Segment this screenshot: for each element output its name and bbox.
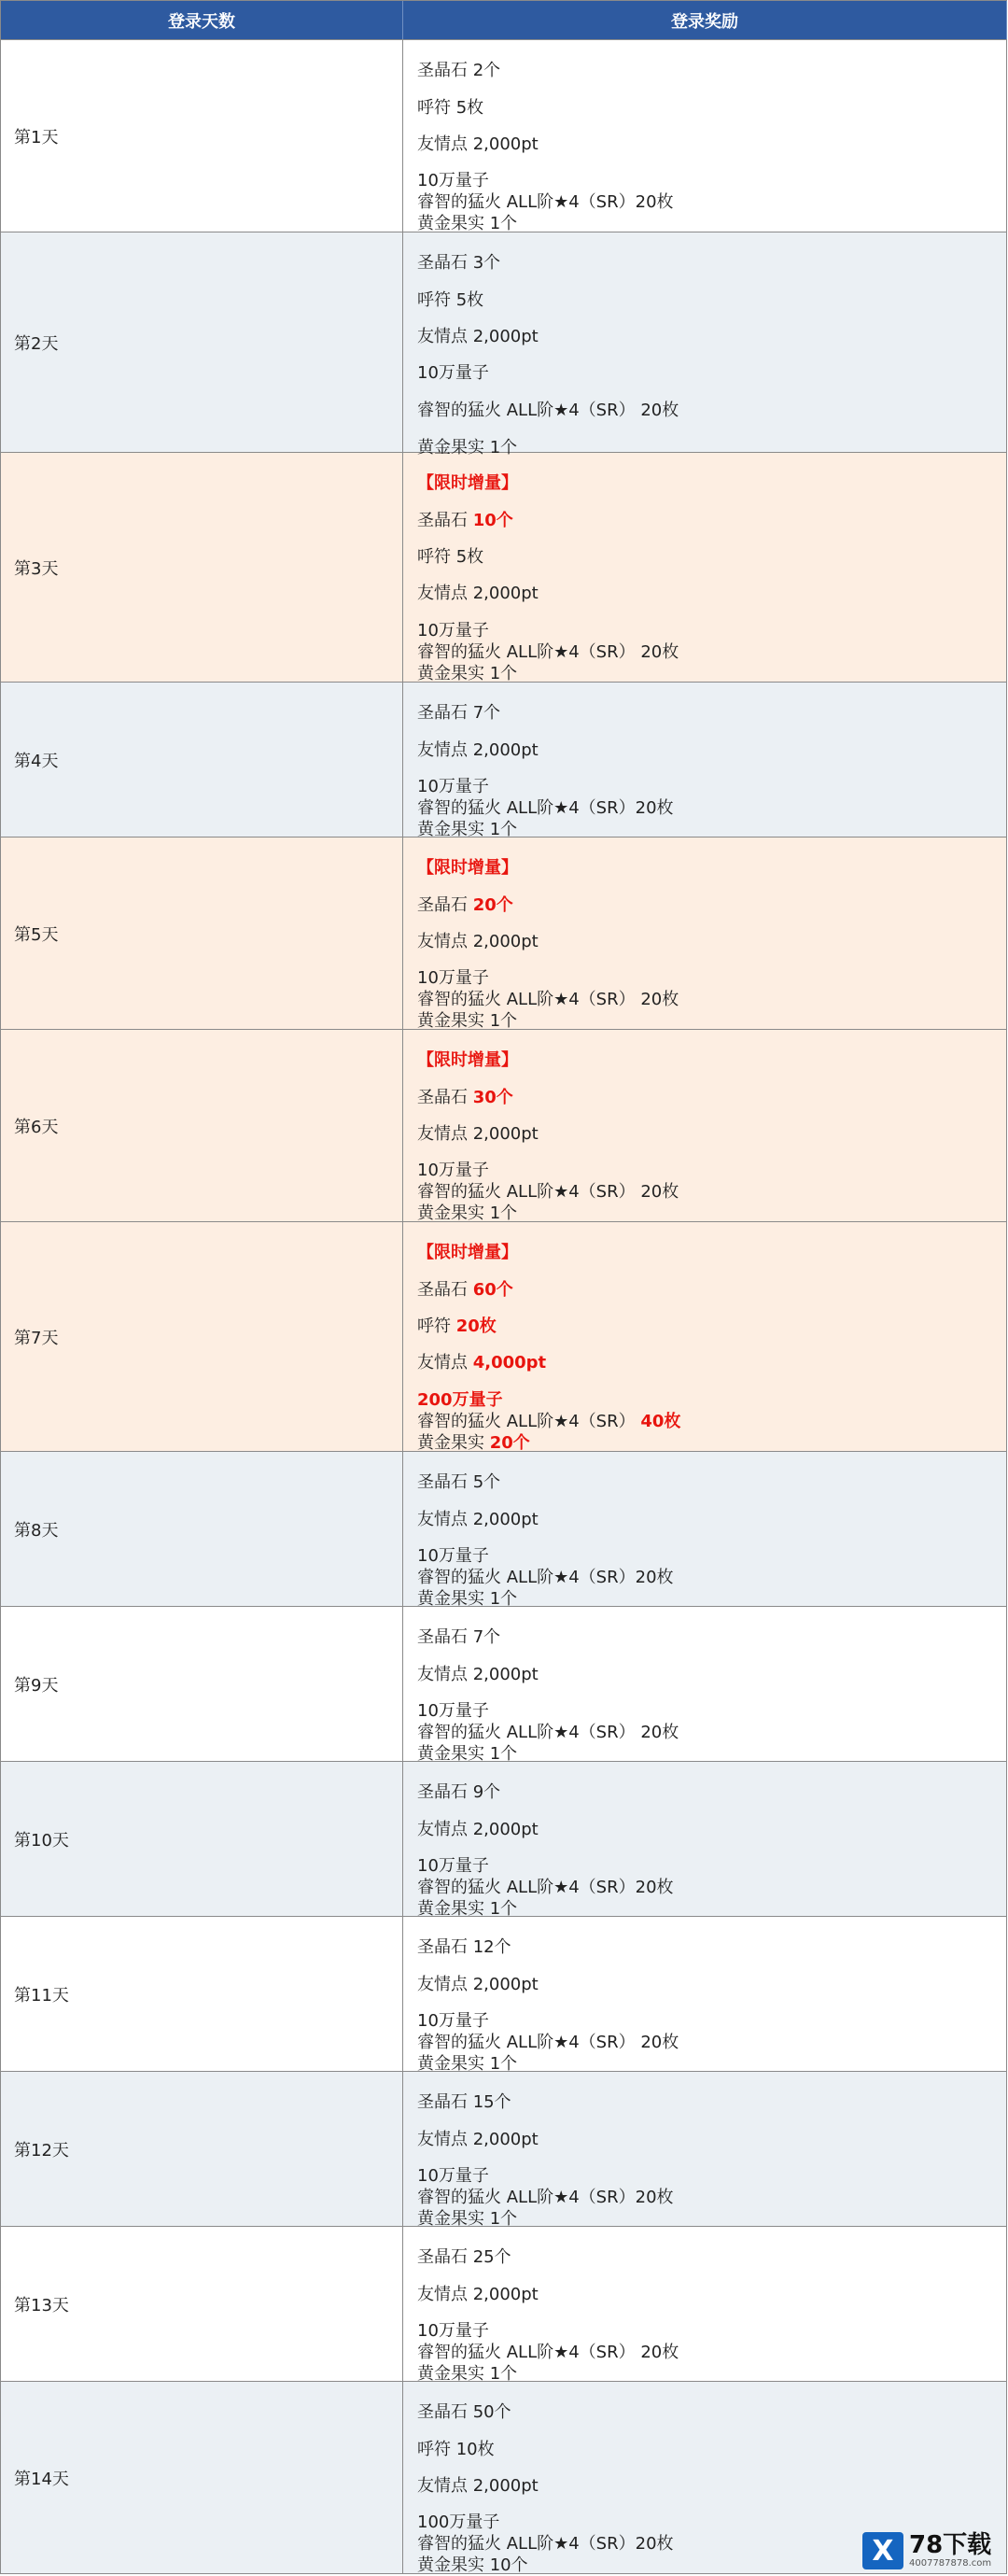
reward-text: 黄金果实 1个 xyxy=(417,1011,518,1031)
reward-line xyxy=(417,192,674,213)
reward-text: 睿智的猛火 ALL阶★4（SR）20枚 xyxy=(417,1568,674,1587)
highlight-text: 【限时增量】 xyxy=(417,1050,518,1070)
reward-text: 睿智的猛火 ALL阶★4（SR） 20枚 xyxy=(417,990,679,1009)
reward-text: 10万量子 xyxy=(417,621,489,640)
reward-text: 10万量子 xyxy=(417,2166,489,2186)
reward-line xyxy=(417,1701,489,1722)
highlight-text: 60个 xyxy=(472,1280,513,1300)
reward-line xyxy=(417,621,489,641)
reward-cell xyxy=(403,1452,1007,1609)
reward-text: 圣晶石 9个 xyxy=(417,1782,501,1802)
watermark-url: 4007787878.com xyxy=(909,2558,992,2569)
reward-text: 友情点 2,000pt xyxy=(417,932,539,951)
reward-text: 10万量子 xyxy=(417,1701,489,1721)
reward-line xyxy=(417,2513,499,2533)
reward-text: 圣晶石 xyxy=(417,1280,473,1300)
reward-line xyxy=(417,1856,489,1877)
reward-text: 睿智的猛火 ALL阶★4（SR）20枚 xyxy=(417,2534,674,2554)
header-day: 登录天数 xyxy=(1,1,403,39)
reward-line xyxy=(417,2534,674,2555)
reward-text: 10万量子 xyxy=(417,171,489,190)
reward-line xyxy=(417,2402,511,2423)
highlight-text: 30个 xyxy=(472,1088,513,1107)
reward-text: 黄金果实 1个 xyxy=(417,1204,518,1223)
day-cell: 第6天 xyxy=(1,1030,403,1221)
reward-cell xyxy=(403,232,1007,457)
reward-text: 圣晶石 xyxy=(417,895,473,915)
reward-text: 10万量子 xyxy=(417,2321,489,2341)
day-cell: 第4天 xyxy=(1,683,403,837)
reward-line xyxy=(417,664,517,684)
reward-line xyxy=(417,777,489,797)
highlight-text: 【限时增量】 xyxy=(417,858,518,878)
day-cell: 第9天 xyxy=(1,1607,403,1761)
reward-cell xyxy=(403,683,1007,837)
reward-line xyxy=(417,1088,513,1108)
reward-cell xyxy=(403,1762,1007,1919)
reward-text: 黄金果实 1个 xyxy=(417,1744,518,1764)
reward-line xyxy=(417,2285,539,2305)
reward-cell xyxy=(403,2227,1007,2384)
reward-line xyxy=(417,2321,489,2342)
day-cell: 第2天 xyxy=(1,232,403,452)
reward-line xyxy=(417,703,500,724)
table-row xyxy=(1,1607,1007,1762)
highlight-text: 4,000pt xyxy=(472,1353,547,1372)
reward-line xyxy=(417,990,679,1010)
reward-text: 睿智的猛火 ALL阶★4（SR） xyxy=(417,1412,641,1431)
reward-line xyxy=(417,1510,539,1530)
reward-text: 睿智的猛火 ALL阶★4（SR） 20枚 xyxy=(417,2343,679,2362)
reward-line xyxy=(417,363,489,384)
reward-line xyxy=(417,1280,513,1301)
reward-cell xyxy=(403,453,1007,682)
reward-text: 黄金果实 xyxy=(417,1433,490,1453)
reward-text: 黄金果实 1个 xyxy=(417,1589,518,1609)
reward-line xyxy=(417,968,489,989)
reward-text: 10万量子 xyxy=(417,2011,489,2031)
reward-text: 黄金果实 1个 xyxy=(417,2054,518,2074)
reward-text: 睿智的猛火 ALL阶★4（SR）20枚 xyxy=(417,1878,674,1897)
highlight-text: 40枚 xyxy=(640,1412,681,1431)
reward-text: 友情点 2,000pt xyxy=(417,584,539,603)
reward-line xyxy=(417,1975,539,1995)
day-cell: 第12天 xyxy=(1,2072,403,2226)
day-cell: 第8天 xyxy=(1,1452,403,1606)
site-watermark xyxy=(862,2530,1004,2571)
reward-line xyxy=(417,2476,539,2497)
reward-text: 圣晶石 2个 xyxy=(417,61,501,80)
reward-line xyxy=(417,1182,679,1203)
reward-text: 圣晶石 15个 xyxy=(417,2092,511,2112)
reward-line xyxy=(417,1412,680,1432)
reward-line xyxy=(417,2247,511,2268)
reward-line xyxy=(417,740,539,761)
reward-text: 圣晶石 25个 xyxy=(417,2247,511,2267)
day-cell: 第3天 xyxy=(1,453,403,682)
reward-line xyxy=(417,1820,539,1840)
highlight-text: 20个 xyxy=(489,1433,530,1453)
reward-text: 圣晶石 7个 xyxy=(417,703,501,723)
reward-cell xyxy=(403,40,1007,232)
reward-text: 友情点 2,000pt xyxy=(417,1820,539,1839)
highlight-text: 20个 xyxy=(472,895,513,915)
reward-cell xyxy=(403,1607,1007,1764)
reward-text: 友情点 xyxy=(417,1353,473,1372)
reward-line xyxy=(417,1204,517,1224)
reward-line xyxy=(417,1782,500,1803)
reward-line xyxy=(417,473,518,494)
table-row xyxy=(1,453,1007,683)
reward-line xyxy=(417,1050,518,1071)
reward-text: 睿智的猛火 ALL阶★4（SR） 20枚 xyxy=(417,2033,679,2052)
reward-text: 睿智的猛火 ALL阶★4（SR） 20枚 xyxy=(417,401,679,420)
table-row xyxy=(1,40,1007,232)
reward-text: 10万量子 xyxy=(417,1856,489,1876)
reward-line xyxy=(417,171,489,191)
watermark-title: 78下载 xyxy=(909,2531,992,2559)
reward-text: 黄金果实 1个 xyxy=(417,1899,518,1919)
reward-line xyxy=(417,98,483,119)
reward-line xyxy=(417,1124,539,1145)
highlight-text: 10个 xyxy=(472,511,513,530)
reward-line xyxy=(417,584,539,604)
table-row xyxy=(1,2227,1007,2382)
reward-line xyxy=(417,1390,503,1411)
reward-text: 圣晶石 5个 xyxy=(417,1472,501,1492)
reward-line xyxy=(417,511,513,531)
highlight-text: 20枚 xyxy=(455,1316,497,1336)
reward-text: 友情点 2,000pt xyxy=(417,1124,539,1144)
reward-line xyxy=(417,2166,489,2187)
reward-text: 黄金果实 10个 xyxy=(417,2555,528,2575)
reward-line xyxy=(417,1011,517,1032)
reward-text: 10万量子 xyxy=(417,363,489,383)
reward-cell xyxy=(403,1917,1007,2074)
reward-text: 10万量子 xyxy=(417,968,489,988)
reward-line xyxy=(417,1546,489,1567)
reward-text: 10万量子 xyxy=(417,777,489,796)
table-row xyxy=(1,2382,1007,2574)
table-header xyxy=(1,1,1007,40)
table-row xyxy=(1,1917,1007,2072)
reward-line xyxy=(417,2188,674,2208)
reward-cell xyxy=(403,838,1007,1029)
reward-line xyxy=(417,547,483,568)
reward-text: 睿智的猛火 ALL阶★4（SR）20枚 xyxy=(417,798,674,818)
day-cell: 第10天 xyxy=(1,1762,403,1916)
reward-line xyxy=(417,327,539,347)
reward-text: 睿智的猛火 ALL阶★4（SR） 20枚 xyxy=(417,1182,679,1202)
reward-line xyxy=(417,1472,500,1493)
reward-line xyxy=(417,2033,679,2053)
header-reward: 登录奖励 xyxy=(403,1,1007,39)
reward-text: 黄金果实 1个 xyxy=(417,2209,518,2229)
reward-text: 友情点 2,000pt xyxy=(417,1510,539,1529)
reward-text: 睿智的猛火 ALL阶★4（SR）20枚 xyxy=(417,192,674,212)
reward-line xyxy=(417,253,500,274)
reward-text: 10万量子 xyxy=(417,1546,489,1566)
reward-line xyxy=(417,214,517,234)
reward-line xyxy=(417,895,513,916)
reward-line xyxy=(417,2440,495,2460)
reward-line xyxy=(417,401,679,421)
reward-line xyxy=(417,290,483,311)
highlight-text: 200万量子 xyxy=(417,1390,503,1410)
reward-text: 黄金果实 1个 xyxy=(417,820,518,839)
reward-line xyxy=(417,134,539,155)
reward-text: 圣晶石 50个 xyxy=(417,2402,511,2422)
reward-line xyxy=(417,2092,511,2113)
reward-line xyxy=(417,2130,539,2150)
reward-text: 圣晶石 12个 xyxy=(417,1937,511,1957)
reward-line xyxy=(417,61,500,81)
reward-text: 黄金果实 1个 xyxy=(417,664,518,683)
reward-line xyxy=(417,2343,679,2363)
table-row xyxy=(1,1222,1007,1452)
reward-cell xyxy=(403,2072,1007,2229)
reward-text: 友情点 2,000pt xyxy=(417,2476,539,2496)
table-row xyxy=(1,683,1007,838)
day-cell: 第13天 xyxy=(1,2227,403,2381)
reward-text: 友情点 2,000pt xyxy=(417,740,539,760)
reward-text: 睿智的猛火 ALL阶★4（SR）20枚 xyxy=(417,2188,674,2207)
reward-line xyxy=(417,1243,518,1263)
day-cell: 第14天 xyxy=(1,2382,403,2573)
reward-text: 10万量子 xyxy=(417,1161,489,1180)
reward-line xyxy=(417,1665,539,1685)
reward-line xyxy=(417,1937,511,1958)
reward-text: 100万量子 xyxy=(417,2513,500,2532)
reward-cell xyxy=(403,1222,1007,1451)
watermark-logo-icon: X xyxy=(862,2532,903,2569)
reward-text: 圣晶石 7个 xyxy=(417,1627,501,1647)
reward-text: 呼符 10枚 xyxy=(417,2440,495,2459)
reward-text: 友情点 2,000pt xyxy=(417,1975,539,1994)
reward-text: 呼符 xyxy=(417,1316,456,1336)
table-row xyxy=(1,1030,1007,1222)
highlight-text: 【限时增量】 xyxy=(417,1243,518,1262)
reward-text: 黄金果实 1个 xyxy=(417,2364,518,2384)
reward-text: 友情点 2,000pt xyxy=(417,2130,539,2149)
table-row xyxy=(1,1762,1007,1917)
reward-line xyxy=(417,932,539,952)
day-cell: 第5天 xyxy=(1,838,403,1029)
reward-text: 友情点 2,000pt xyxy=(417,327,539,346)
reward-line xyxy=(417,1568,674,1588)
day-cell: 第7天 xyxy=(1,1222,403,1451)
reward-text: 呼符 5枚 xyxy=(417,290,484,310)
table-row xyxy=(1,1452,1007,1607)
reward-line xyxy=(417,642,679,663)
reward-text: 友情点 2,000pt xyxy=(417,1665,539,1684)
highlight-text: 【限时增量】 xyxy=(417,473,518,493)
reward-text: 圣晶石 xyxy=(417,511,473,530)
reward-line xyxy=(417,1878,674,1898)
reward-cell xyxy=(403,1030,1007,1221)
reward-text: 呼符 5枚 xyxy=(417,547,484,567)
reward-line xyxy=(417,1723,679,1743)
reward-line xyxy=(417,1353,546,1373)
reward-line xyxy=(417,798,674,819)
day-cell: 第11天 xyxy=(1,1917,403,2071)
reward-line xyxy=(417,1316,497,1337)
reward-text: 友情点 2,000pt xyxy=(417,2285,539,2304)
reward-text: 呼符 5枚 xyxy=(417,98,484,118)
table-row xyxy=(1,232,1007,457)
day-cell: 第1天 xyxy=(1,40,403,232)
table-row xyxy=(1,2072,1007,2227)
reward-text: 黄金果实 1个 xyxy=(417,214,518,233)
table-row xyxy=(1,838,1007,1030)
reward-text: 睿智的猛火 ALL阶★4（SR） 20枚 xyxy=(417,642,679,662)
reward-text: 友情点 2,000pt xyxy=(417,134,539,154)
reward-line xyxy=(417,1627,500,1648)
reward-line xyxy=(417,1433,530,1454)
reward-line xyxy=(417,2011,489,2032)
reward-line xyxy=(417,858,518,879)
reward-text: 圣晶石 xyxy=(417,1088,473,1107)
reward-text: 睿智的猛火 ALL阶★4（SR） 20枚 xyxy=(417,1723,679,1742)
reward-line xyxy=(417,1161,489,1181)
reward-text: 圣晶石 3个 xyxy=(417,253,501,273)
reward-text: 黄金果实 1个 xyxy=(417,438,518,457)
